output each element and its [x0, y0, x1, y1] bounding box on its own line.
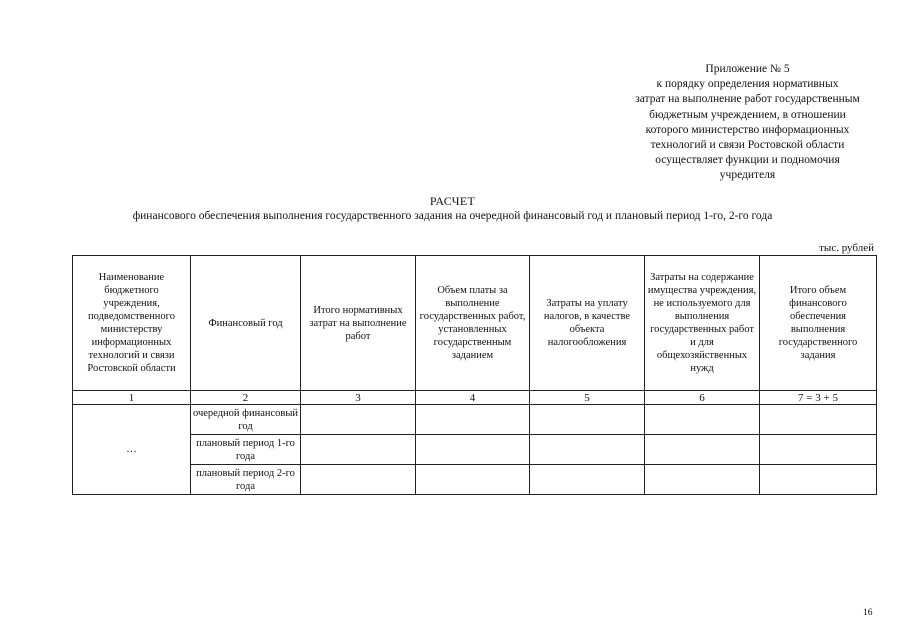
year-cell: очередной финансовый год — [191, 405, 301, 435]
header-year: Финансовый год — [191, 256, 301, 391]
year-cell: плановый период 1-го года — [191, 435, 301, 465]
column-number: 2 — [191, 391, 301, 405]
empty-cell — [760, 465, 877, 495]
header-property-costs: Затраты на содержание имущества учреждения, не используемого для выполнения государственных работ и для общехозяйственных нужд — [645, 256, 760, 391]
empty-cell — [760, 405, 877, 435]
header-payment-volume: Объем платы за выполнение государственных работ, установленных государственным заданием — [416, 256, 530, 391]
empty-cell — [416, 465, 530, 495]
header-total-funding: Итого объем финансового обеспечения выполнения государственного задания — [760, 256, 877, 391]
column-number: 3 — [301, 391, 416, 405]
appendix-line: технологий и связи Ростовской области — [650, 139, 845, 152]
appendix-line: которого министерство информационных — [645, 123, 850, 136]
header-total-normative: Итого нормативных затрат на выполнение работ — [301, 256, 416, 391]
page-number: 16 — [863, 608, 873, 618]
header-institution: Наименование бюджетного учреждения, подведомственного министерству информационных технологий и связи Ростовской области — [73, 256, 191, 391]
empty-cell — [530, 435, 645, 465]
empty-cell — [530, 465, 645, 495]
empty-cell — [416, 405, 530, 435]
appendix-block — [610, 62, 885, 184]
year-cell: плановый период 2-го года — [191, 465, 301, 495]
empty-cell — [760, 435, 877, 465]
document-title: РАСЧЕТ — [429, 194, 476, 208]
table-row — [73, 405, 877, 435]
appendix-line: бюджетным учреждением, в отношении — [649, 108, 846, 121]
empty-cell — [530, 405, 645, 435]
appendix-line: затрат на выполнение работ государственным — [635, 93, 860, 106]
empty-cell — [416, 435, 530, 465]
column-number-row — [73, 391, 877, 405]
column-number: 1 — [73, 391, 191, 405]
column-number: 5 — [530, 391, 645, 405]
table-row — [73, 435, 877, 465]
empty-cell — [645, 405, 760, 435]
appendix-line: осуществляет функции и подномочия — [655, 154, 840, 167]
empty-cell — [645, 465, 760, 495]
column-number: 7 = 3 + 5 — [760, 391, 877, 405]
appendix-line: учредителя — [719, 169, 776, 182]
institution-cell: … — [73, 405, 191, 495]
table-row — [73, 465, 877, 495]
header-tax-costs: Затраты на уплату налогов, в качестве объекта налогообложения — [530, 256, 645, 391]
document-subtitle: финансового обеспечения выполнения государственного задания на очередной финансовый год и плановый период 1-го, 2-го года — [132, 210, 773, 222]
appendix-line: к порядку определения нормативных — [656, 78, 839, 91]
empty-cell — [301, 405, 416, 435]
appendix-line: Приложение № 5 — [705, 63, 790, 75]
empty-cell — [645, 435, 760, 465]
header-row — [73, 256, 877, 391]
empty-cell — [301, 435, 416, 465]
units-label: тыс. рублей — [819, 242, 874, 254]
column-number: 6 — [645, 391, 760, 405]
calculation-table — [72, 255, 877, 495]
column-number: 4 — [416, 391, 530, 405]
empty-cell — [301, 465, 416, 495]
